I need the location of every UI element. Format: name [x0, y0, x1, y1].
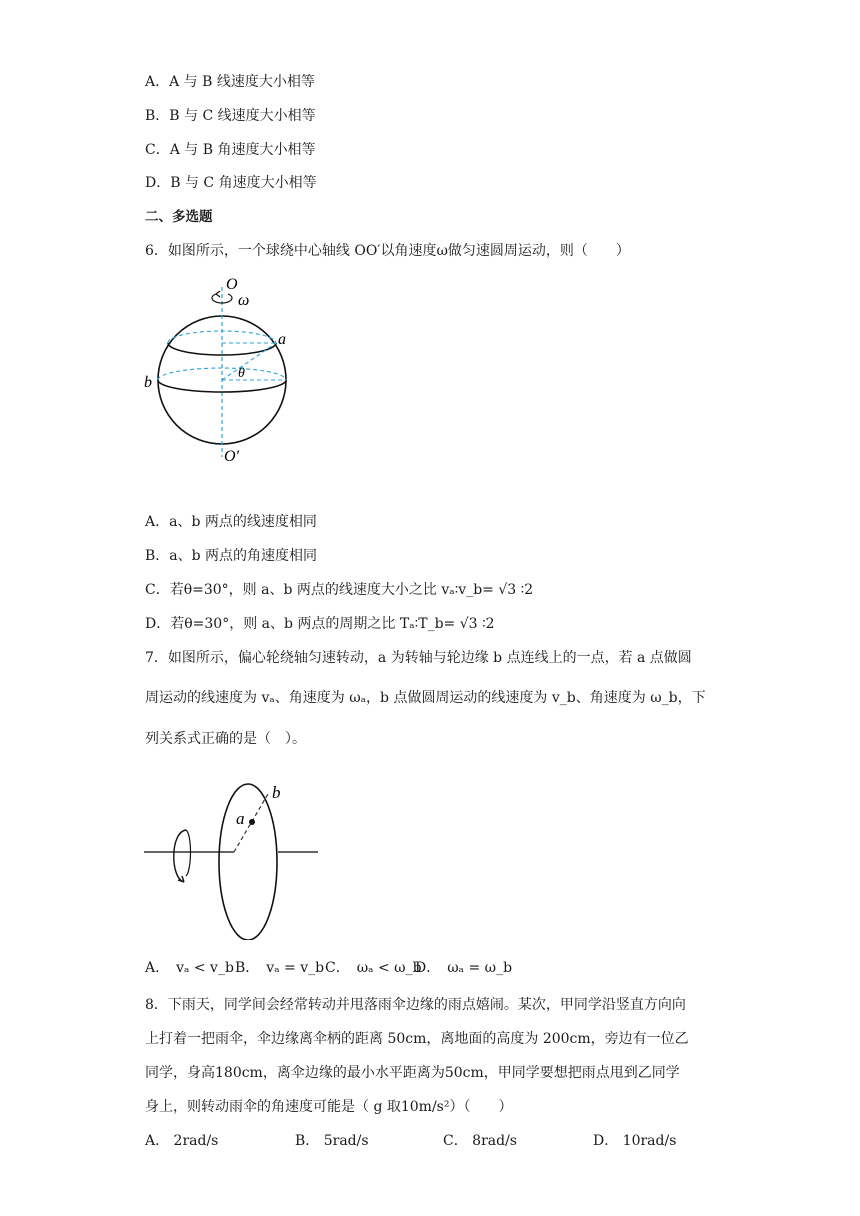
q7-option-a: A． vₐ < v_b — [145, 960, 234, 976]
q8-stem-line-2: 上打着一把雨伞，伞边缘离伞柄的距离 50cm，离地面的高度为 200cm，旁边有一位乙 — [145, 1031, 689, 1047]
label-a: a — [278, 331, 286, 348]
q6-stem: 6．如图所示，一个球绕中心轴线 OO′以角速度ω做匀速圆周运动，则（ ） — [145, 243, 630, 259]
q6-option-b: B．a、b 两点的角速度相同 — [145, 548, 318, 564]
q6-option-d: D．若θ=30°，则 a、b 两点的周期之比 Tₐ∶T_b= √3 ∶2 — [145, 616, 495, 632]
q7-option-d: D． ωₐ = ω_b — [415, 960, 513, 976]
q5-option-b: B．B 与 C 线速度大小相等 — [145, 108, 316, 124]
rotation-arrow-icon — [174, 830, 186, 882]
q7-option-b: B． vₐ = v_b — [235, 960, 325, 976]
q8-stem-line-3: 同学，身高180cm，离伞边缘的最小水平距离为50cm，甲同学要想把雨点甩到乙同学 — [145, 1065, 680, 1081]
q6-option-a: A．a、b 两点的线速度相同 — [145, 514, 317, 530]
label-a: a — [236, 809, 245, 828]
q8-option-c: C． 8rad/s — [443, 1133, 517, 1149]
q8-option-b: B． 5rad/s — [295, 1133, 369, 1149]
q7-eccentric-wheel-figure — [140, 770, 330, 940]
label-theta: θ — [238, 366, 245, 381]
wheel-outline — [219, 784, 277, 940]
q7-stem-line-1: 7．如图所示，偏心轮绕轴匀速转动，a 为转轴与轮边缘 b 点连线上的一点，若 a 点做圆 — [145, 650, 692, 666]
label-b: b — [144, 374, 152, 391]
q5-option-c: C．A 与 B 角速度大小相等 — [145, 142, 316, 158]
q7-option-c: C． ωₐ < ω_b — [325, 960, 422, 976]
q7-stem-line-3: 列关系式正确的是（ ）。 — [145, 731, 306, 747]
q8-option-d: D． 10rad/s — [593, 1133, 677, 1149]
q8-stem-line-4: 身上，则转动雨伞的角速度可能是（ g 取10m/s²）（ ） — [145, 1099, 513, 1115]
q5-option-d: D．B 与 C 角速度大小相等 — [145, 175, 317, 191]
radius-to-a — [222, 343, 276, 380]
label-b: b — [272, 783, 281, 802]
point-a — [249, 819, 255, 825]
section-title: 二、多选题 — [145, 209, 213, 225]
label-omega: ω — [238, 292, 250, 309]
q6-option-c: C．若θ=30°，则 a、b 两点的线速度大小之比 vₐ∶v_b= √3 ∶2 — [145, 582, 534, 598]
q8-option-a: A． 2rad/s — [145, 1133, 219, 1149]
q7-stem-line-2: 周运动的线速度为 vₐ、角速度为 ωₐ，b 点做圆周运动的线速度为 v_b、角速度为 ω_b，下 — [145, 690, 706, 706]
label-O: O — [226, 276, 238, 293]
q6-sphere-figure — [140, 275, 290, 465]
label-O-prime: O′ — [224, 448, 240, 465]
q8-stem-line-1: 8．下雨天，同学间会经常转动并甩落雨伞边缘的雨点嬉闹。某次，甲同学沿竖直方向向 — [145, 997, 686, 1013]
q5-option-a: A．A 与 B 线速度大小相等 — [145, 74, 315, 90]
